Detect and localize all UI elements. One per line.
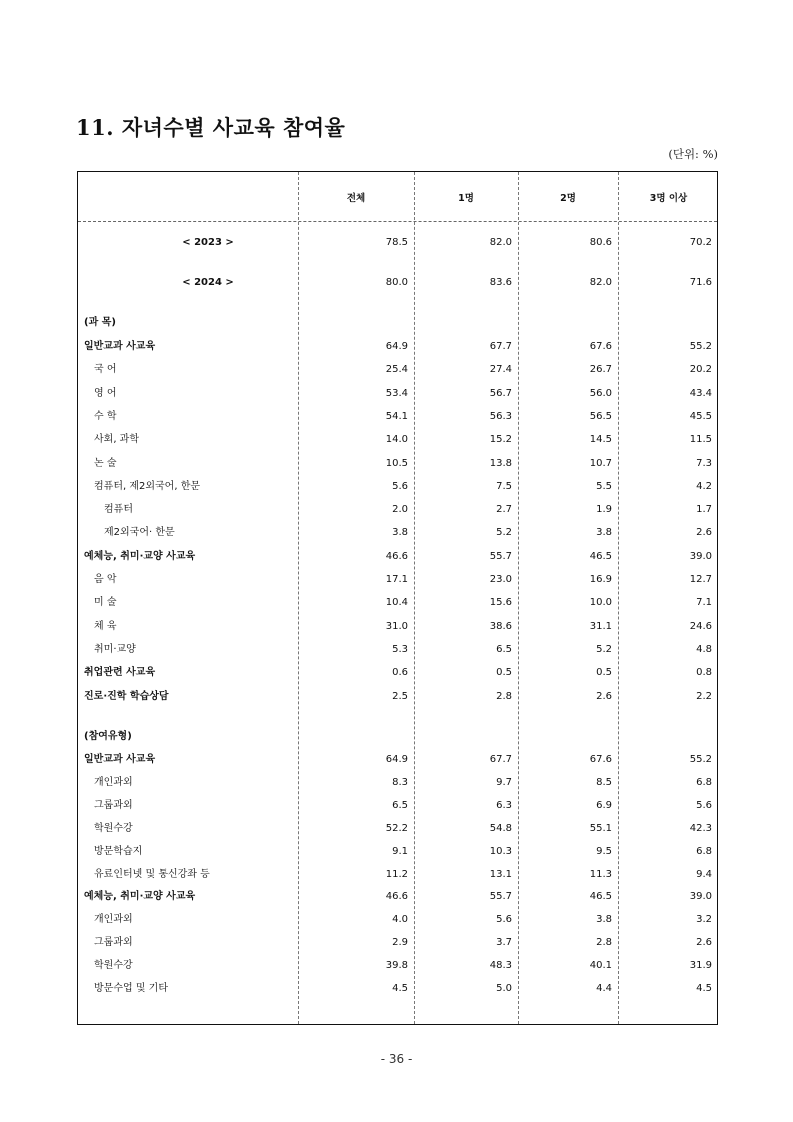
table-row [78, 844, 719, 860]
cell-value: 6.3 [496, 799, 512, 811]
cell-value: 31.1 [589, 620, 612, 632]
cell-value: 5.2 [596, 643, 612, 655]
cell-value: 67.6 [589, 341, 612, 352]
cell-value: 2.6 [696, 527, 712, 539]
column-header-total: 전체 [346, 193, 366, 204]
cell-value: 54.8 [489, 822, 512, 834]
cell-value: 46.5 [589, 550, 612, 562]
cell-value: 10.0 [589, 597, 612, 609]
data-table [77, 171, 718, 1025]
cell-value: 67.6 [589, 754, 612, 765]
cell-value: 5.6 [496, 914, 512, 926]
cell-value: 80.6 [589, 237, 612, 248]
cell-value: 11.2 [385, 868, 408, 880]
cell-value: 4.5 [392, 983, 408, 994]
row-label: 진로·진학 학습상담 [84, 690, 169, 702]
cell-value: 14.0 [385, 434, 408, 446]
cell-value: 55.2 [689, 754, 712, 765]
table-row [78, 456, 719, 472]
cell-value: 12.7 [689, 574, 712, 585]
cell-value: 10.5 [385, 457, 408, 469]
cell-value: 53.4 [385, 387, 408, 399]
cell-value: 42.3 [689, 822, 712, 834]
column-header-3plus: 3명 이상 [649, 193, 688, 204]
row-label: 학원수강 [94, 822, 133, 834]
cell-value: 31.0 [385, 620, 408, 632]
row-label: 수 학 [94, 410, 117, 422]
cell-value: 4.5 [696, 983, 712, 994]
cell-value: 55.1 [589, 822, 612, 834]
cell-value: 15.6 [489, 597, 512, 609]
row-label: 음 악 [94, 574, 117, 585]
table-row [78, 479, 719, 495]
row-label: 컴퓨터, 제2외국어, 한문 [94, 480, 201, 492]
cell-value: 5.6 [696, 799, 712, 811]
table-row [78, 502, 719, 518]
cell-value: 6.5 [392, 799, 408, 811]
cell-value: 0.8 [696, 667, 712, 679]
table-row [78, 572, 719, 588]
header-divider [78, 221, 717, 222]
row-label: 학원수강 [94, 960, 133, 972]
cell-value: 56.3 [489, 410, 512, 422]
cell-value: 64.9 [385, 754, 408, 765]
row-label: 예체능, 취미·교양 사교육 [84, 550, 196, 562]
cell-value: 2.6 [696, 937, 712, 949]
cell-value: 45.5 [689, 410, 712, 422]
cell-value: 71.6 [689, 277, 712, 288]
cell-value: 25.4 [385, 364, 408, 376]
section-label: (참여유형) [84, 731, 132, 742]
cell-value: 2.5 [392, 690, 408, 702]
cell-value: 13.1 [489, 868, 512, 880]
cell-value: 43.4 [689, 387, 712, 399]
cell-value: 5.2 [496, 527, 512, 539]
cell-value: 52.2 [385, 822, 408, 834]
row-label: 개인과외 [94, 776, 133, 788]
cell-value: 67.7 [489, 754, 512, 765]
cell-value: 6.8 [696, 776, 712, 788]
cell-value: 3.8 [392, 527, 408, 539]
cell-value: 82.0 [489, 237, 512, 248]
cell-value: 2.7 [496, 504, 512, 516]
cell-value: 3.7 [496, 937, 512, 949]
cell-value: 9.1 [392, 845, 408, 857]
table-row [78, 867, 719, 883]
row-label: 일반교과 사교육 [84, 341, 156, 352]
cell-value: 56.5 [589, 410, 612, 422]
section-label: (과 목) [84, 317, 116, 328]
cell-value: 54.1 [385, 410, 408, 422]
cell-value: 11.5 [689, 434, 712, 446]
cell-value: 10.4 [385, 597, 408, 609]
cell-value: 8.3 [392, 776, 408, 788]
cell-value: 39.0 [689, 550, 712, 562]
table-row [78, 595, 719, 611]
cell-value: 5.6 [392, 480, 408, 492]
row-label: 취미·교양 [94, 643, 136, 655]
cell-value: 82.0 [589, 277, 612, 288]
row-label: 취업관련 사교육 [84, 667, 156, 679]
cell-value: 15.2 [489, 434, 512, 446]
table-row [78, 775, 719, 791]
cell-value: 20.2 [689, 364, 712, 376]
cell-value: 0.6 [392, 667, 408, 679]
cell-value: 3.8 [596, 527, 612, 539]
cell-value: 17.1 [385, 574, 408, 585]
table-row [78, 549, 719, 565]
cell-value: 2.0 [392, 504, 408, 516]
cell-value: 2.8 [496, 690, 512, 702]
table-row [78, 689, 719, 705]
row-label: 미 술 [94, 597, 117, 609]
table-row [78, 642, 719, 658]
row-label: 유료인터넷 및 통신강좌 등 [94, 868, 210, 880]
row-label: 일반교과 사교육 [84, 754, 156, 765]
row-label: 개인과외 [94, 914, 133, 926]
cell-value: 31.9 [689, 960, 712, 972]
cell-value: 78.5 [385, 237, 408, 248]
cell-value: 6.8 [696, 845, 712, 857]
row-label: 컴퓨터 [104, 504, 133, 516]
cell-value: 2.2 [696, 690, 712, 702]
cell-value: 5.5 [596, 480, 612, 492]
cell-value: 11.3 [589, 868, 612, 880]
cell-value: 4.2 [696, 480, 712, 492]
table-row [78, 665, 719, 681]
row-label: 사회, 과학 [94, 434, 139, 446]
cell-value: 2.6 [596, 690, 612, 702]
cell-value: 0.5 [596, 667, 612, 679]
cell-value: 67.7 [489, 341, 512, 352]
row-label: 영 어 [94, 387, 117, 399]
table-row [78, 821, 719, 837]
cell-value: 9.4 [696, 868, 712, 880]
cell-value: 0.5 [496, 667, 512, 679]
column-header-1child: 1명 [458, 193, 474, 204]
cell-value: 14.5 [589, 434, 612, 446]
cell-value: 55.7 [489, 891, 512, 903]
cell-value: 7.5 [496, 480, 512, 492]
table-row [78, 752, 719, 768]
cell-value: 39.8 [385, 960, 408, 972]
cell-value: 40.1 [589, 960, 612, 972]
row-label: 그룹과외 [94, 937, 133, 949]
table-row [78, 619, 719, 635]
table-row [78, 981, 719, 997]
cell-value: 13.8 [489, 457, 512, 469]
cell-value: 9.5 [596, 845, 612, 857]
cell-value: 80.0 [385, 277, 408, 288]
table-row [78, 339, 719, 355]
cell-value: 5.0 [496, 983, 512, 994]
row-label: 그룹과외 [94, 799, 133, 811]
cell-value: 5.3 [392, 643, 408, 655]
section-heading [78, 315, 719, 331]
table-row [78, 432, 719, 448]
cell-value: 23.0 [489, 574, 512, 585]
cell-value: 4.4 [596, 983, 612, 994]
row-label: 국 어 [94, 364, 117, 376]
cell-value: 6.5 [496, 643, 512, 655]
cell-value: 56.0 [589, 387, 612, 399]
row-label: 예체능, 취미·교양 사교육 [84, 891, 196, 903]
cell-value: 48.3 [489, 960, 512, 972]
cell-value: 55.7 [489, 550, 512, 562]
cell-value: 6.9 [596, 799, 612, 811]
cell-value: 24.6 [689, 620, 712, 632]
table-row [78, 362, 719, 378]
cell-value: 39.0 [689, 891, 712, 903]
table-row [78, 958, 719, 974]
year-row [78, 235, 719, 251]
cell-value: 3.8 [596, 914, 612, 926]
cell-value: 38.6 [489, 620, 512, 632]
cell-value: 56.7 [489, 387, 512, 399]
cell-value: 2.8 [596, 937, 612, 949]
row-label: < 2023 > [182, 237, 234, 248]
row-label: 방문수업 및 기타 [94, 983, 168, 994]
cell-value: 16.9 [589, 574, 612, 585]
table-row [78, 935, 719, 951]
cell-value: 27.4 [489, 364, 512, 376]
cell-value: 26.7 [589, 364, 612, 376]
table-row [78, 386, 719, 402]
row-label: < 2024 > [182, 277, 234, 288]
cell-value: 3.2 [696, 914, 712, 926]
row-label: 논 술 [94, 457, 117, 469]
unit-label: (단위: %) [668, 147, 718, 161]
row-label: 방문학습지 [94, 845, 143, 857]
cell-value: 46.6 [385, 550, 408, 562]
cell-value: 10.3 [489, 845, 512, 857]
cell-value: 10.7 [589, 457, 612, 469]
page-number: - 36 - [380, 1052, 413, 1066]
table-row [78, 798, 719, 814]
cell-value: 4.8 [696, 643, 712, 655]
row-label: 제2외국어· 한문 [104, 527, 175, 539]
year-row [78, 275, 719, 291]
cell-value: 70.2 [689, 237, 712, 248]
table-row [78, 889, 719, 905]
page-title: 11. 자녀수별 사교육 참여율 [76, 115, 346, 140]
cell-value: 9.7 [496, 776, 512, 788]
cell-value: 7.3 [696, 457, 712, 469]
cell-value: 2.9 [392, 937, 408, 949]
cell-value: 46.6 [385, 891, 408, 903]
table-row [78, 525, 719, 541]
cell-value: 4.0 [392, 914, 408, 926]
cell-value: 1.9 [596, 504, 612, 516]
cell-value: 1.7 [696, 504, 712, 516]
cell-value: 55.2 [689, 341, 712, 352]
cell-value: 46.5 [589, 891, 612, 903]
cell-value: 8.5 [596, 776, 612, 788]
table-row [78, 409, 719, 425]
cell-value: 64.9 [385, 341, 408, 352]
table-row [78, 912, 719, 928]
row-label: 체 육 [94, 620, 117, 632]
column-header-2children: 2명 [560, 193, 576, 204]
cell-value: 7.1 [696, 597, 712, 609]
cell-value: 83.6 [489, 277, 512, 288]
section-heading [78, 729, 719, 745]
